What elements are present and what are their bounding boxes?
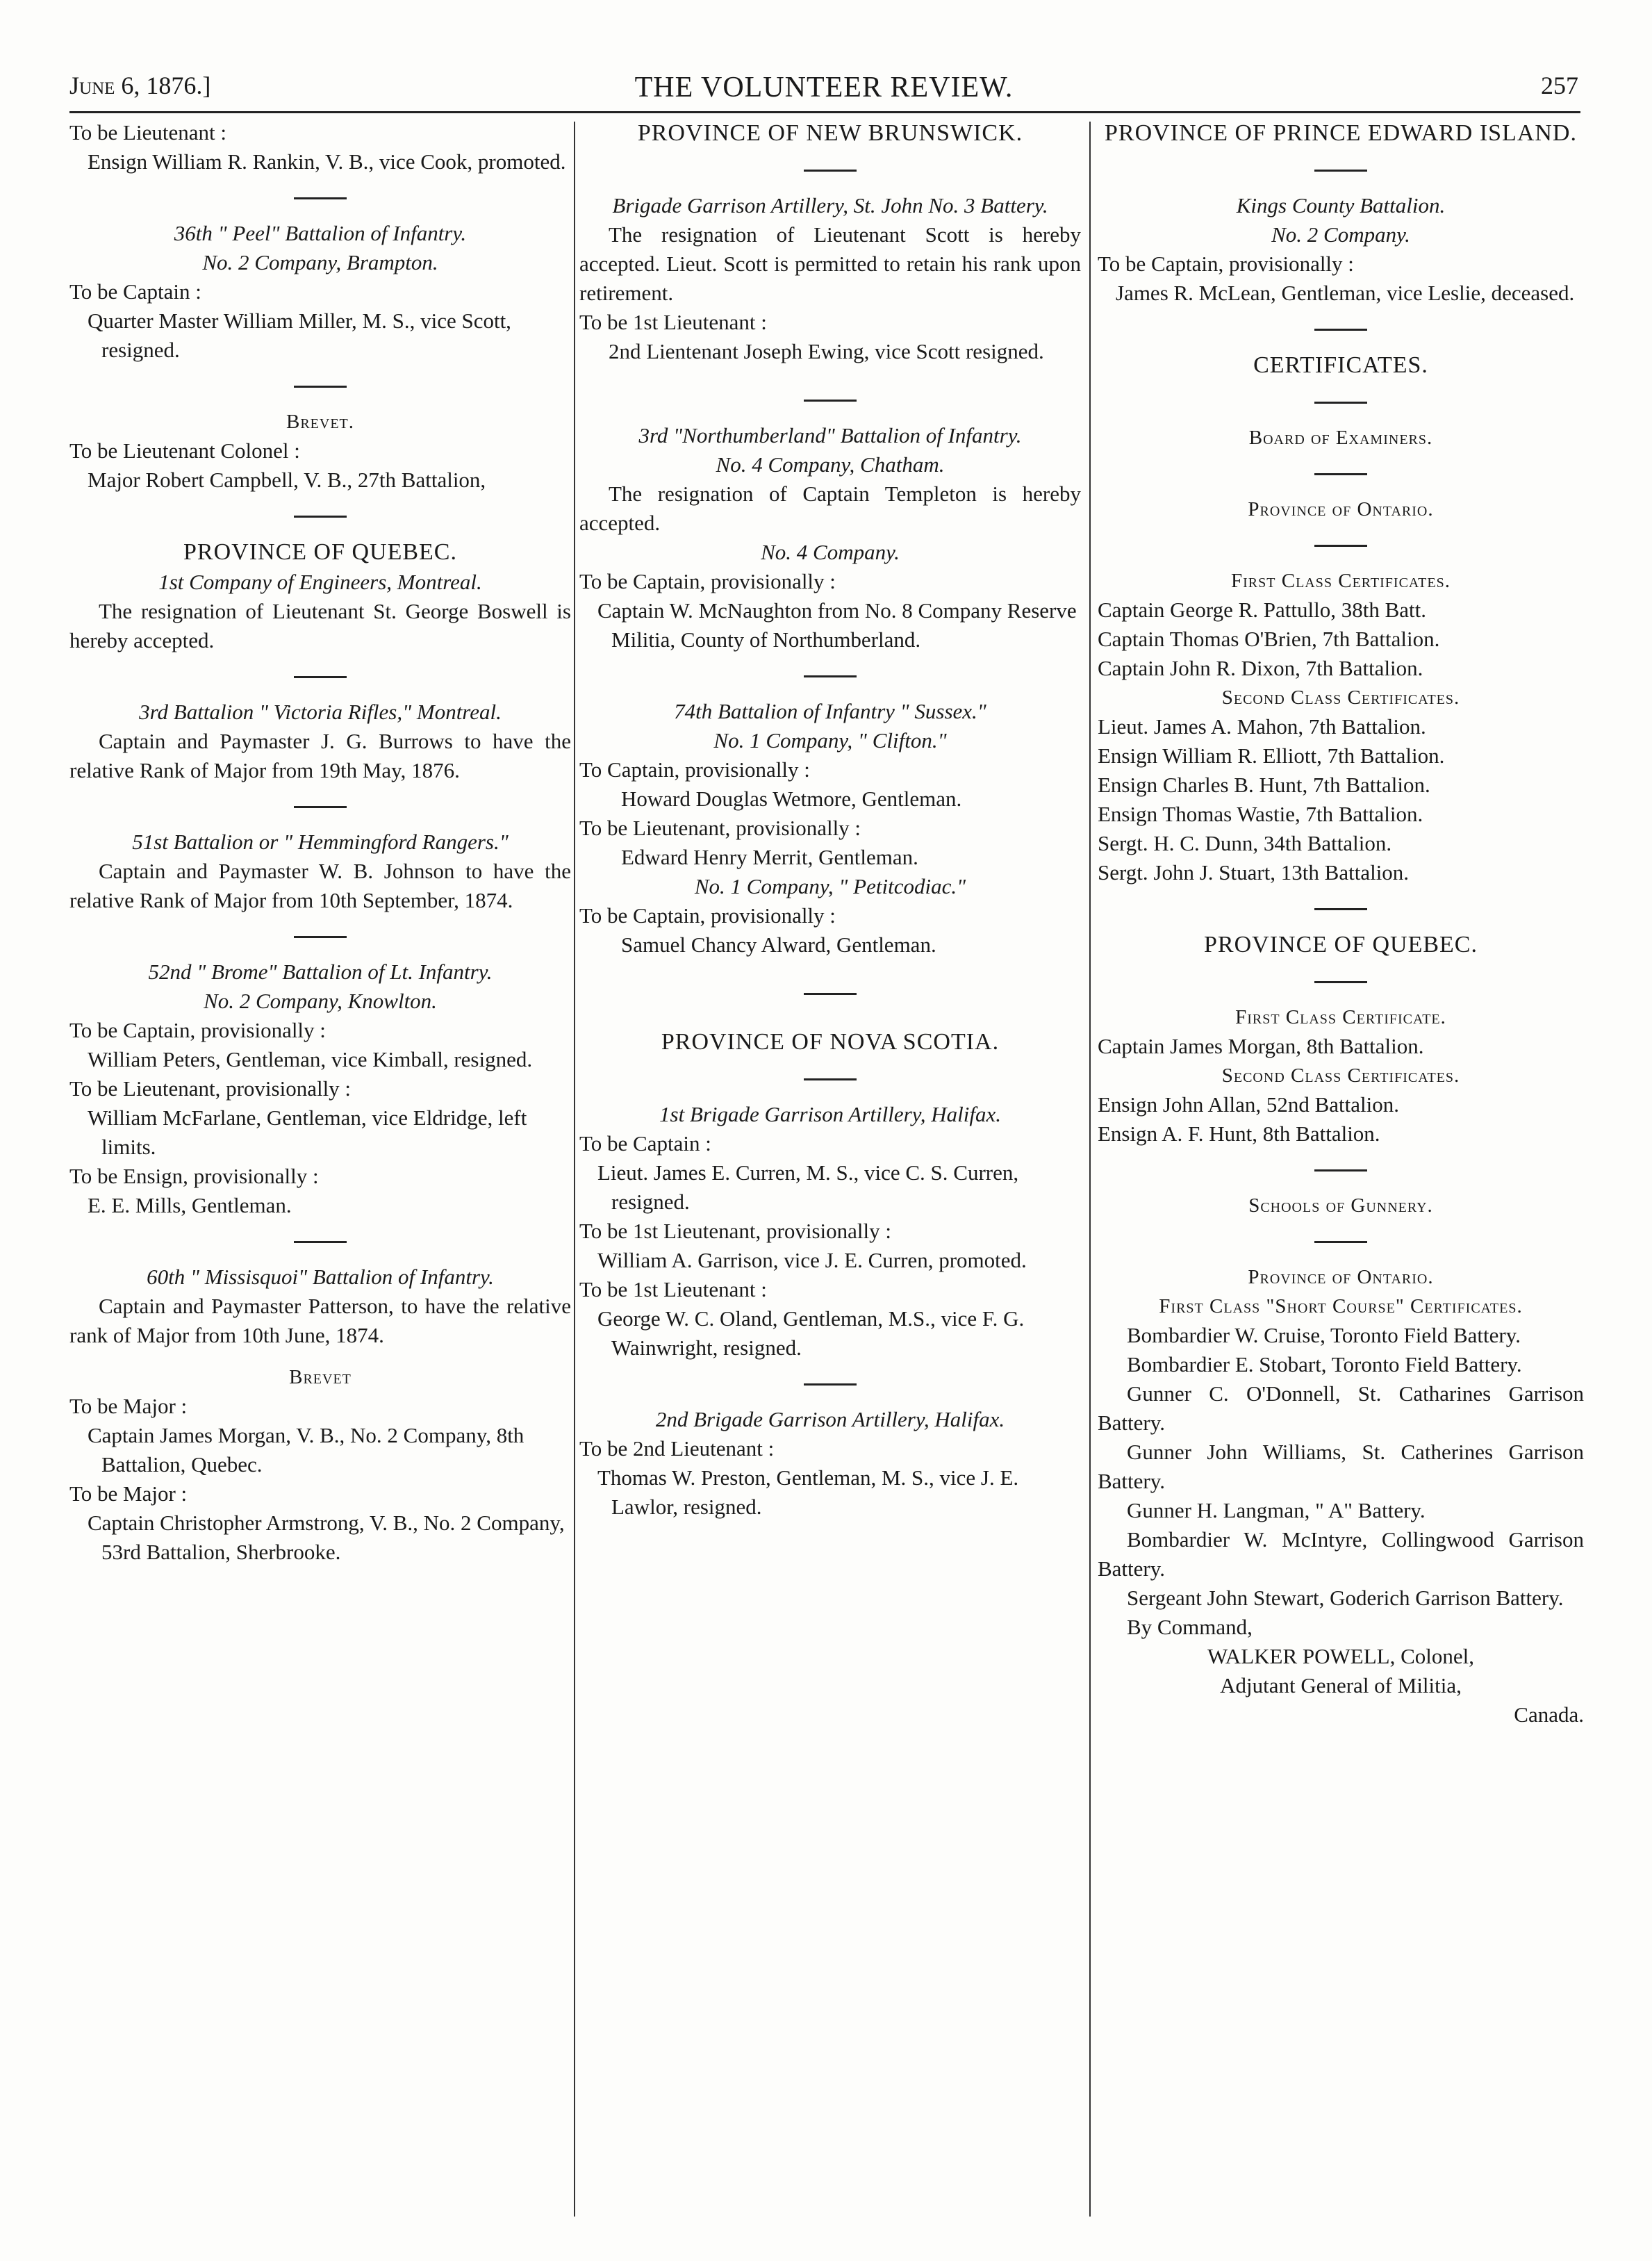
section-divider [1314,981,1367,983]
certificate-entry: Ensign Thomas Wastie, 7th Battalion. [1098,802,1423,826]
section-subheading: Province of Ontario. [1248,1266,1434,1288]
section-subheading: Second Class Certificates. [1221,686,1460,709]
appointment-entry: Captain W. McNaughton from No. 8 Company Reserve Militia, County of Northumberland. [597,598,1077,652]
unit-heading: No. 1 Company, " Petitcodiac." [694,874,966,898]
section-divider [1314,473,1367,475]
notice-paragraph: The resignation of Lieutenant Scott is hereby accepted. Lieut. Scott is permitted to retain his rank upon retirement. [579,222,1081,305]
column-divider-1 [574,122,575,2217]
certificate-entry: Captain George R. Pattullo, 38th Batt. [1098,598,1426,622]
certificate-entry: Lieut. James A. Mahon, 7th Battalion. [1098,714,1426,739]
unit-heading: 3rd "Northumberland" Battalion of Infantry. [638,423,1022,447]
appointment-heading: To be Captain, provisionally : [579,569,836,593]
unit-heading: 74th Battalion of Infantry " Sussex." [674,699,986,723]
section-subheading: Brevet [289,1366,352,1388]
appointment-heading: To be 1st Lieutenant, provisionally : [579,1219,891,1243]
unit-heading: 2nd Brigade Garrison Artillery, Halifax. [655,1407,1005,1431]
appointment-entry: Captain James Morgan, V. B., No. 2 Company, 8th Battalion, Quebec. [88,1423,524,1477]
appointment-entry: George W. C. Oland, Gentleman, M.S., vice F. G. Wainwright, resigned. [597,1306,1025,1360]
province-heading: CERTIFICATES. [1253,352,1428,378]
appointment-entry: Quarter Master William Miller, M. S., vice Scott, resigned. [88,309,511,362]
section-subheading: First Class Certificates. [1231,570,1451,592]
section-divider [804,675,857,677]
appointment-entry: Major Robert Campbell, V. B., 27th Battalion, [88,468,486,492]
notice-paragraph: Bombardier W. McIntyre, Collingwood Garrison Battery. [1098,1527,1584,1581]
appointment-entry: Lieut. James E. Curren, M. S., vice C. S. Curren, resigned. [597,1160,1019,1214]
header-rule [69,111,1580,113]
notice-paragraph: By Command, [1127,1615,1253,1639]
appointment-heading: To be Lieutenant, provisionally : [69,1076,352,1101]
certificate-entry: Captain Thomas O'Brien, 7th Battalion. [1098,627,1440,651]
notice-paragraph: Gunner John Williams, St. Catherines Garrison Battery. [1098,1440,1584,1493]
section-divider [1314,1169,1367,1171]
notice-paragraph: Sergeant John Stewart, Goderich Garrison Battery. [1127,1586,1564,1610]
certificate-entry: Ensign A. F. Hunt, 8th Battalion. [1098,1121,1380,1146]
appointment-heading: To be Captain, provisionally : [69,1018,326,1042]
section-subheading: First Class "Short Course" Certificates. [1159,1295,1523,1317]
appointment-heading: To be Lieutenant Colonel : [69,438,300,463]
publication-title: THE VOLUNTEER REVIEW. [634,72,1014,104]
appointment-heading: To be Captain : [69,279,201,304]
province-heading: PROVINCE OF QUEBEC. [183,539,457,565]
unit-heading: No. 1 Company, " Clifton." [713,728,947,753]
appointment-heading: To be 2nd Lieutenant : [579,1436,775,1461]
unit-heading: 51st Battalion or " Hemmingford Rangers." [132,830,509,854]
province-heading: PROVINCE OF PRINCE EDWARD ISLAND. [1105,120,1577,146]
province-heading: PROVINCE OF QUEBEC. [1204,932,1478,957]
section-subheading: Board of Examiners. [1248,427,1433,449]
appointment-heading: To be Major : [69,1481,188,1506]
certificate-entry: Ensign William R. Elliott, 7th Battalion. [1098,743,1445,768]
unit-heading: 60th " Missisquoi" Battalion of Infantry. [147,1265,494,1289]
unit-heading: No. 4 Company, Chatham. [716,452,945,477]
appointment-entry: Captain Christopher Armstrong, V. B., No. 2 Company, 53rd Battalion, Sherbrooke. [88,1511,565,1564]
unit-heading: No. 2 Company. [1271,222,1410,247]
unit-heading: 36th " Peel" Battalion of Infantry. [174,221,467,245]
notice-paragraph: Gunner C. O'Donnell, St. Catharines Garrison Battery. [1098,1381,1584,1435]
appointment-heading: To be Lieutenant : [69,120,226,145]
section-divider [294,1241,347,1243]
section-divider [804,993,857,995]
appointment-heading: To be Major : [69,1394,188,1418]
column-middle [579,118,1081,1522]
appointment-entry: William McFarlane, Gentleman, vice Eldridge, left limits. [88,1105,527,1159]
appointment-entry: E. E. Mills, Gentleman. [88,1193,292,1217]
section-divider [1314,1241,1367,1243]
section-divider [1314,545,1367,547]
spacer [579,1014,1081,1027]
unit-heading: 1st Company of Engineers, Montreal. [158,570,482,594]
spacer [69,1350,571,1363]
appointment-entry: Samuel Chancy Alward, Gentleman. [621,932,936,957]
section-divider [1314,402,1367,404]
certificate-entry: Ensign John Allan, 52nd Battalion. [1098,1092,1399,1117]
province-heading: PROVINCE OF NOVA SCOTIA. [661,1029,1000,1055]
column-left [69,118,571,1567]
certificate-entry: Captain John R. Dixon, 7th Battalion. [1098,656,1423,680]
signatory-name: WALKER POWELL, Colonel, [1207,1644,1474,1668]
unit-heading: 3rd Battalion " Victoria Rifles," Montreal. [139,700,502,724]
province-heading: PROVINCE OF NEW BRUNSWICK. [637,120,1023,146]
spacer [579,960,1081,972]
section-divider [804,1383,857,1386]
unit-heading: No. 2 Company, Knowlton. [204,989,437,1013]
appointment-heading: To be 1st Lieutenant : [579,1277,767,1301]
appointment-heading: To be Ensign, provisionally : [69,1164,319,1188]
unit-heading: No. 2 Company, Brampton. [202,250,438,274]
appointment-heading: To be 1st Lieutenant : [579,310,767,334]
notice-paragraph: The resignation of Lieutenant St. George Boswell is hereby accepted. [69,599,571,652]
section-divider [294,516,347,518]
section-divider [294,806,347,808]
appointment-entry: Edward Henry Merrit, Gentleman. [621,845,918,869]
signatory-title: Adjutant General of Militia, [1220,1673,1462,1697]
certificate-entry: Sergt. H. C. Dunn, 34th Battalion. [1098,831,1392,855]
appointment-entry: William A. Garrison, vice J. E. Curren, promoted. [597,1248,1027,1272]
unit-heading: Kings County Battalion. [1236,193,1446,217]
notice-paragraph: Captain and Paymaster W. B. Johnson to have the relative Rank of Major from 10th September, 1874. [69,859,571,912]
notice-paragraph: The resignation of Captain Templeton is hereby accepted. [579,482,1081,535]
appointment-entry: Thomas W. Preston, Gentleman, M. S., vice J. E. Lawlor, resigned. [597,1465,1019,1519]
column-divider-2 [1089,122,1091,2217]
appointment-heading: To be Captain, provisionally : [1098,252,1354,276]
column-right [1098,118,1584,1729]
notice-paragraph: Captain and Paymaster Patterson, to have the relative rank of Major from 10th June, 1874. [69,1294,571,1347]
section-divider [294,386,347,388]
certificate-entry: Captain James Morgan, 8th Battalion. [1098,1034,1424,1058]
section-divider [804,1078,857,1080]
section-divider [294,197,347,199]
appointment-entry: Ensign William R. Rankin, V. B., vice Cook, promoted. [88,149,566,174]
appointment-entry: James R. McLean, Gentleman, vice Leslie, deceased. [1116,281,1575,305]
certificate-entry: Ensign Charles B. Hunt, 7th Battalion. [1098,773,1430,797]
issue-date: June 6, 1876.] [69,72,211,99]
section-subheading: Second Class Certificates. [1221,1064,1460,1087]
unit-heading: No. 4 Company. [761,540,900,564]
notice-paragraph: Bombardier E. Stobart, Toronto Field Battery. [1127,1352,1522,1376]
section-divider [294,936,347,938]
section-divider [804,400,857,402]
unit-heading: Brigade Garrison Artillery, St. John No. 3 Battery. [612,193,1048,217]
certificate-entry: Sergt. John J. Stuart, 13th Battalion. [1098,860,1410,885]
section-subheading: First Class Certificate. [1235,1006,1446,1028]
notice-paragraph: Captain and Paymaster J. G. Burrows to have the relative Rank of Major from 19th May, 1876. [69,729,571,782]
appointment-heading: To be Lieutenant, provisionally : [579,816,861,840]
section-divider [1314,170,1367,172]
appointment-heading: To be Captain, provisionally : [579,903,836,928]
unit-heading: 1st Brigade Garrison Artillery, Halifax. [659,1102,1001,1126]
appointment-heading: To Captain, provisionally : [579,757,810,782]
appointment-entry: Howard Douglas Wetmore, Gentleman. [621,787,962,811]
notice-paragraph: 2nd Lientenant Joseph Ewing, vice Scott resigned. [609,339,1044,363]
appointment-heading: To be Captain : [579,1131,711,1156]
unit-heading: 52nd " Brome" Battalion of Lt. Infantry. [148,960,493,984]
appointment-entry: William Peters, Gentleman, vice Kimball, resigned. [88,1047,533,1071]
page-header [69,71,1578,106]
section-subheading: Brevet. [286,411,355,433]
notice-paragraph: Bombardier W. Cruise, Toronto Field Battery. [1127,1323,1521,1347]
section-divider [1314,329,1367,331]
section-divider [804,170,857,172]
section-divider [294,676,347,678]
section-divider [1314,908,1367,910]
page-number: 257 [1541,72,1578,99]
section-subheading: Province of Ontario. [1248,498,1434,520]
notice-paragraph: Gunner H. Langman, " A" Battery. [1127,1498,1426,1522]
signatory-location: Canada. [1514,1702,1584,1727]
section-subheading: Schools of Gunnery. [1248,1194,1433,1217]
spacer [579,366,1081,379]
